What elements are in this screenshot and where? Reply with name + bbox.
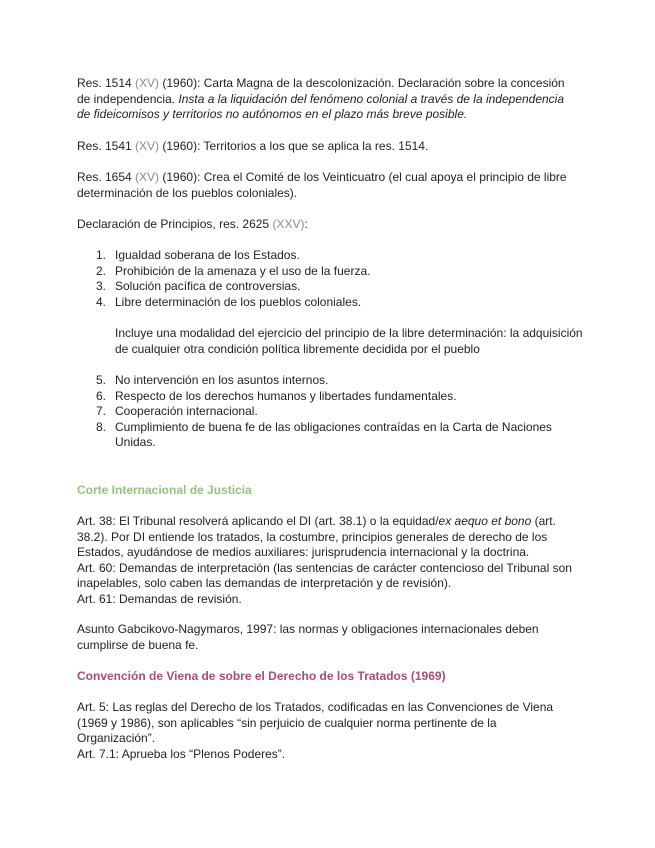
cij-articles-paragraph: [77, 514, 577, 607]
session-label: (XV): [135, 139, 160, 153]
session-label: (XXV): [272, 217, 305, 231]
list-item: 8. Cumplimiento de buena fe de las obligaciones contraídas en la Carta de Naciones Unidas.: [96, 419, 552, 449]
art-60: Art. 60: Demandas de interpretación (las sentencias de carácter contencioso del Tribunal son inapelables, solo caben las demandas de interpretación y de revisión).: [77, 560, 572, 590]
list-item: 4. Libre determinación de los pueblos coloniales.: [96, 294, 362, 309]
list-item: 7. Cooperación internacional.: [96, 404, 258, 418]
session-label: (XV): [135, 170, 160, 184]
principle-4-note: Incluye una modalidad del ejercicio del principio de la libre determinación: la adquisición de cualquier otra condición política libremente decidida por el pueblo: [115, 326, 583, 356]
res-1514-paragraph: Res. 1514 (XV) (1960): Carta Magna de la descolonización. Declaración sobre la concesión de independencia. Insta a la liquidación del fenómeno colonial a través de la independencia de fideicomisos y territorios no autónomos en el plazo más breve posible.: [77, 76, 565, 121]
art-38: Art. 38: El Tribunal resolverá aplicando el DI (art. 38.1) o la equidad/ex aequo et bono (art. 38.2). Por DI entiende los tratados, la costumbre, principios generales de derecho de los Estados, ayudándose de medios auxiliares: jurisprudencia internacional y la doctrina.: [77, 514, 556, 559]
session-label: (XV): [135, 76, 160, 90]
list-item: 5. No intervención en los asuntos internos.: [96, 373, 329, 387]
res-1514-italic-note: Insta a la liquidación del fenómeno colonial a través de la independencia de fideicomisos y territorios no autónomos en el plazo más breve posible.: [77, 91, 565, 121]
section-heading-viena: Convención de Viena de sobre el Derecho de los Tratados (1969): [77, 669, 446, 683]
res-1541-paragraph: Res. 1541 (XV) (1960): Territorios a los que se aplica la res. 1514.: [77, 139, 429, 153]
art-7-1: Art. 7.1: Aprueba los “Plenos Poderes”.: [77, 746, 286, 761]
principles-list-part-1: [77, 248, 577, 310]
res-1654-paragraph: Res. 1654 (XV) (1960): Crea el Comité de los Veinticuatro (el cual apoya el principio de libre determinación de los pueblos coloniales).: [77, 170, 567, 200]
art-5: Art. 5: Las reglas del Derecho de los Tratados, codificadas en las Convenciones de Viena (1969 y 1986), son aplicables “sin perjuicio de cualquier norma pertinente de la Organización”.: [77, 700, 554, 745]
list-item: 6. Respecto de los derechos humanos y libertades fundamentales.: [96, 388, 457, 403]
section-heading-cij: Corte Internacional de Justicia: [77, 483, 252, 497]
principles-list-part-2: [77, 373, 577, 451]
res-2625-paragraph: Declaración de Principios, res. 2625 (XXV):: [77, 217, 308, 231]
list-item: 1. Igualdad soberana de los Estados.: [96, 248, 300, 262]
list-item: 2. Prohibición de la amenaza y el uso de la fuerza.: [96, 263, 371, 278]
list-item: 3. Solución pacífica de controversias.: [96, 279, 301, 293]
gabcikovo-paragraph: Asunto Gabcikovo-Nagymaros, 1997: las normas y obligaciones internacionales deben cumplirse de buena fe.: [77, 622, 539, 652]
art-61: Art. 61: Demandas de revisión.: [77, 591, 242, 606]
viena-articles-paragraph: [77, 700, 577, 762]
